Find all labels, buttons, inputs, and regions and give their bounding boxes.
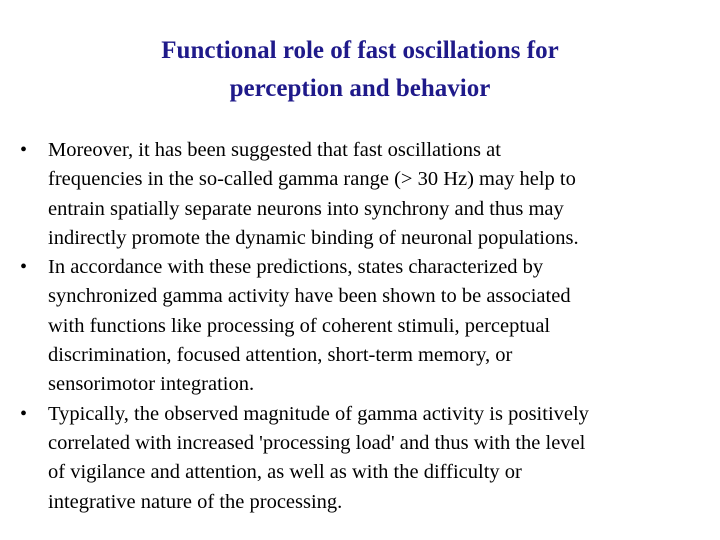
bullet-text-line: correlated with increased 'processing load' and thus with the level [48,431,586,454]
bullet-text-line: discrimination, focused attention, short-term memory, or [48,344,513,367]
bullet-text-line: of vigilance and attention, as well as with the difficulty or [48,461,522,484]
bullet-list [20,136,710,517]
slide-title [60,32,660,108]
bullet-item-3 [20,400,710,517]
title-line-1: Functional role of fast oscillations for [161,37,559,64]
bullet-text-line: entrain spatially separate neurons into synchrony and thus may [48,197,564,220]
bullet-text-line: frequencies in the so-called gamma range (> 30 Hz) may help to [48,168,576,191]
bullet-item-1 [20,136,710,253]
title-line-2: perception and behavior [229,75,491,102]
bullet-text-line: synchronized gamma activity have been shown to be associated [48,285,571,308]
bullet-item-2 [20,253,710,399]
bullet-text-line: sensorimotor integration. [48,373,255,396]
bullet-text-line: In accordance with these predictions, states characterized by [48,256,544,279]
bullet-text-line: with functions like processing of coherent stimuli, perceptual [48,314,551,337]
bullet-icon: • [20,139,28,161]
bullet-icon: • [20,256,28,279]
bullet-icon: • [20,402,28,425]
bullet-text-line: integrative nature of the processing. [48,490,343,513]
bullet-text-line: Typically, the observed magnitude of gamma activity is positively [48,402,589,425]
bullet-text-line: indirectly promote the dynamic binding of neuronal populations. [48,226,579,249]
bullet-text-line: Moreover, it has been suggested that fast oscillations at [48,139,501,161]
